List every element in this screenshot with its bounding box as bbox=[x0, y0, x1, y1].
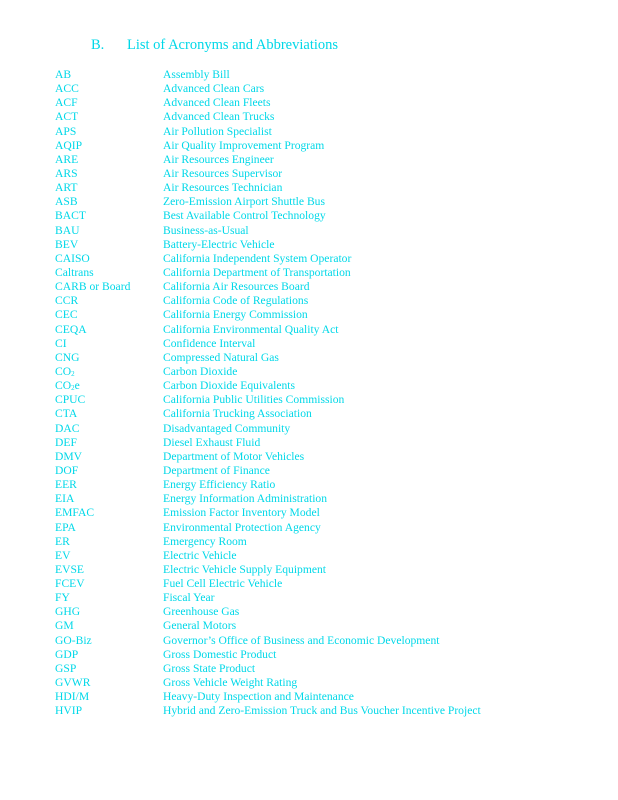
acronym-definition: Air Resources Engineer bbox=[163, 152, 274, 166]
acronym-abbreviation: GSP bbox=[55, 661, 77, 675]
acronym-abbreviation: EV bbox=[55, 548, 71, 562]
acronym-abbreviation: CEC bbox=[55, 308, 78, 322]
acronym-row bbox=[55, 450, 575, 464]
acronym-row bbox=[55, 224, 575, 238]
acronym-definition: Emergency Room bbox=[163, 534, 247, 548]
acronym-row bbox=[55, 294, 575, 308]
acronym-definition: Heavy-Duty Inspection and Maintenance bbox=[163, 690, 354, 704]
acronym-row bbox=[55, 591, 575, 605]
acronym-definition: Carbon Dioxide bbox=[163, 364, 238, 378]
acronym-definition: Department of Finance bbox=[163, 463, 270, 477]
acronym-definition: Air Resources Technician bbox=[163, 181, 283, 195]
acronym-definition: California Department of Transportation bbox=[163, 265, 351, 279]
acronym-abbreviation: ARS bbox=[55, 166, 78, 180]
acronym-definition: Disadvantaged Community bbox=[163, 421, 291, 435]
acronym-definition: Air Pollution Specialist bbox=[163, 124, 272, 138]
acronym-abbreviation: ARE bbox=[55, 152, 79, 166]
acronym-abbreviation: CAISO bbox=[55, 251, 90, 265]
acronym-row bbox=[55, 68, 575, 82]
acronym-abbreviation: EIA bbox=[55, 492, 75, 506]
acronym-abbreviation: GVWR bbox=[55, 676, 91, 690]
acronym-abbreviation: ACT bbox=[55, 110, 79, 124]
acronym-row bbox=[55, 464, 575, 478]
acronym-abbreviation: CARB or Board bbox=[55, 280, 131, 294]
acronym-abbreviation: GHG bbox=[55, 605, 81, 619]
acronym-abbreviation: DOF bbox=[55, 463, 79, 477]
acronym-abbreviation: CCR bbox=[55, 294, 79, 308]
acronym-abbreviation: ER bbox=[55, 534, 70, 548]
acronym-definition: Electric Vehicle Supply Equipment bbox=[163, 562, 327, 576]
acronym-abbreviation: BEV bbox=[55, 237, 79, 251]
acronym-definition: Energy Efficiency Ratio bbox=[163, 478, 276, 492]
acronym-abbreviation: ASB bbox=[55, 195, 78, 209]
acronym-abbreviation: APS bbox=[55, 124, 77, 138]
acronym-definition: Air Quality Improvement Program bbox=[163, 138, 325, 152]
acronym-definition: Best Available Control Technology bbox=[163, 209, 326, 223]
acronym-definition: Gross Vehicle Weight Rating bbox=[163, 676, 298, 690]
acronym-row bbox=[55, 648, 575, 662]
acronym-row bbox=[55, 379, 575, 393]
acronym-row bbox=[55, 337, 575, 351]
acronym-abbreviation: $CO_2e$ bbox=[55, 379, 80, 393]
acronym-abbreviation: $CO_2$ bbox=[55, 364, 75, 378]
acronym-row bbox=[55, 393, 575, 407]
acronym-definition: Emission Factor Inventory Model bbox=[163, 506, 320, 520]
acronym-row bbox=[55, 549, 575, 563]
acronym-abbreviation: DMV bbox=[55, 449, 83, 463]
acronym-row bbox=[55, 506, 575, 520]
acronym-abbreviation: CI bbox=[55, 336, 67, 350]
acronym-definition: Electric Vehicle bbox=[163, 548, 237, 562]
acronym-definition: Advanced Clean Trucks bbox=[163, 110, 275, 124]
acronym-row bbox=[55, 181, 575, 195]
acronym-definition: Compressed Natural Gas bbox=[163, 350, 279, 364]
acronym-definition: California Independent System Operator bbox=[163, 251, 352, 265]
acronym-abbreviation: BAU bbox=[55, 223, 80, 237]
acronym-abbreviation: HVIP bbox=[55, 704, 83, 718]
acronym-definition: Advanced Clean Cars bbox=[163, 82, 265, 96]
acronym-row bbox=[55, 407, 575, 421]
acronym-definition: California Trucking Association bbox=[163, 407, 312, 421]
acronym-row bbox=[55, 521, 575, 535]
acronym-row bbox=[55, 563, 575, 577]
acronym-abbreviation: EVSE bbox=[55, 562, 84, 576]
acronym-definition: Department of Motor Vehicles bbox=[163, 449, 305, 463]
acronym-row bbox=[55, 577, 575, 591]
acronym-row bbox=[55, 351, 575, 365]
acronym-abbreviation: GDP bbox=[55, 647, 79, 661]
acronym-abbreviation: ACF bbox=[55, 96, 78, 110]
acronym-definition: Greenhouse Gas bbox=[163, 605, 240, 619]
acronym-definition: Gross State Product bbox=[163, 661, 256, 675]
acronym-abbreviation: BACT bbox=[55, 209, 86, 223]
acronym-row bbox=[55, 195, 575, 209]
acronym-definition: California Environmental Quality Act bbox=[163, 322, 339, 336]
acronym-definition: General Motors bbox=[163, 619, 237, 633]
acronym-row bbox=[55, 422, 575, 436]
acronym-definition: Business-as-Usual bbox=[163, 223, 249, 237]
acronym-abbreviation: EER bbox=[55, 478, 77, 492]
acronym-definition: Gross Domestic Product bbox=[163, 647, 277, 661]
acronym-abbreviation: FCEV bbox=[55, 577, 85, 591]
acronym-row bbox=[55, 209, 575, 223]
acronym-abbreviation: CNG bbox=[55, 350, 80, 364]
acronym-row bbox=[55, 167, 575, 181]
acronym-row bbox=[55, 308, 575, 322]
acronym-abbreviation: CTA bbox=[55, 407, 78, 421]
acronym-abbreviation: CEQA bbox=[55, 322, 87, 336]
acronym-row bbox=[55, 365, 575, 379]
acronym-row bbox=[55, 535, 575, 549]
acronym-row bbox=[55, 704, 575, 718]
acronym-row bbox=[55, 153, 575, 167]
acronym-row bbox=[55, 110, 575, 124]
acronym-row bbox=[55, 605, 575, 619]
acronym-definition: California Air Resources Board bbox=[163, 280, 310, 294]
acronym-definition: Governor’s Office of Business and Economic Development bbox=[163, 633, 440, 647]
acronym-definition: Hybrid and Zero-Emission Truck and Bus Voucher Incentive Project bbox=[163, 704, 481, 718]
section-number: B. bbox=[91, 37, 105, 53]
acronym-row bbox=[55, 323, 575, 337]
acronym-row bbox=[55, 280, 575, 294]
acronym-definition: California Public Utilities Commission bbox=[163, 393, 345, 407]
acronym-row bbox=[55, 478, 575, 492]
acronym-definition: Advanced Clean Fleets bbox=[163, 96, 271, 110]
acronym-definition: Diesel Exhaust Fluid bbox=[163, 435, 261, 449]
acronym-abbreviation: AB bbox=[55, 68, 72, 81]
acronym-row bbox=[55, 662, 575, 676]
acronym-abbreviation: ACC bbox=[55, 82, 79, 96]
acronym-row bbox=[55, 619, 575, 633]
acronym-abbreviation: EPA bbox=[55, 520, 76, 534]
acronym-abbreviation: ART bbox=[55, 181, 78, 195]
acronym-abbreviation: DEF bbox=[55, 435, 77, 449]
acronym-definition: California Energy Commission bbox=[163, 308, 308, 322]
acronym-abbreviation: GO-Biz bbox=[55, 633, 92, 647]
acronym-abbreviation: DAC bbox=[55, 421, 80, 435]
acronym-row bbox=[55, 139, 575, 153]
acronym-row bbox=[55, 492, 575, 506]
acronym-abbreviation: FY bbox=[55, 591, 70, 605]
acronym-abbreviation: Caltrans bbox=[55, 265, 94, 279]
acronym-definition: Assembly Bill bbox=[163, 68, 230, 81]
acronym-row bbox=[55, 436, 575, 450]
acronym-row bbox=[55, 634, 575, 648]
acronym-row bbox=[55, 252, 575, 266]
acronym-definition: Battery-Electric Vehicle bbox=[163, 237, 275, 251]
acronym-definition: California Code of Regulations bbox=[163, 294, 309, 308]
acronym-row bbox=[55, 125, 575, 139]
acronym-row bbox=[55, 266, 575, 280]
section-title: List of Acronyms and Abbreviations bbox=[127, 37, 339, 53]
section-heading bbox=[91, 37, 338, 54]
acronym-row bbox=[55, 690, 575, 704]
acronym-list bbox=[55, 68, 575, 718]
acronym-abbreviation: HDI/M bbox=[55, 690, 90, 704]
acronym-definition: Environmental Protection Agency bbox=[163, 520, 321, 534]
acronym-definition: Fiscal Year bbox=[163, 591, 215, 605]
acronym-definition: Zero-Emission Airport Shuttle Bus bbox=[163, 195, 325, 209]
acronym-row bbox=[55, 238, 575, 252]
acronym-abbreviation: EMFAC bbox=[55, 506, 95, 520]
acronym-row bbox=[55, 82, 575, 96]
acronym-abbreviation: GM bbox=[55, 619, 74, 633]
acronym-definition: Air Resources Supervisor bbox=[163, 166, 283, 180]
acronym-definition: Energy Information Administration bbox=[163, 492, 328, 506]
acronym-definition: Fuel Cell Electric Vehicle bbox=[163, 577, 283, 591]
acronym-definition: Confidence Interval bbox=[163, 336, 256, 350]
acronym-row bbox=[55, 96, 575, 110]
acronym-row bbox=[55, 676, 575, 690]
acronym-definition: Carbon Dioxide Equivalents bbox=[163, 379, 296, 393]
acronym-abbreviation: AQIP bbox=[55, 138, 83, 152]
acronym-abbreviation: CPUC bbox=[55, 393, 86, 407]
